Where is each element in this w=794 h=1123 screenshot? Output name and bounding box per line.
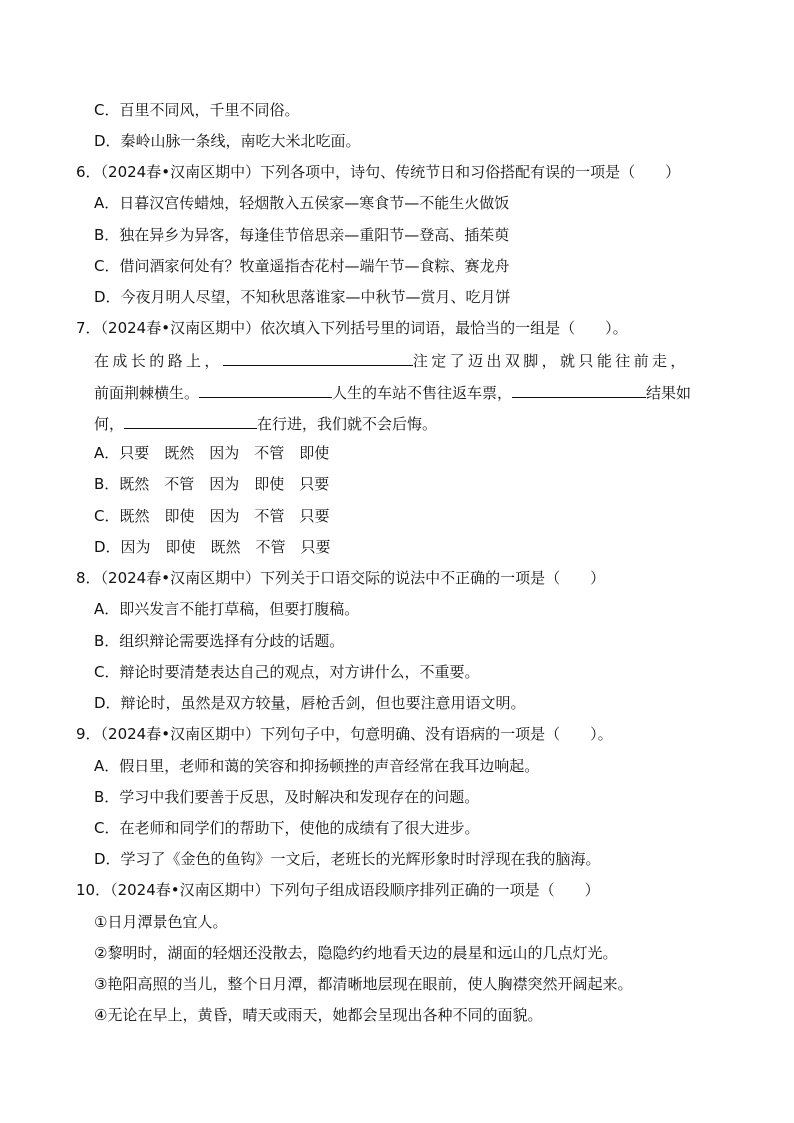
question-8-option-a: A．即兴发言不能打草稿，但要打腹稿。 xyxy=(94,600,360,618)
passage-text: 何， xyxy=(94,415,125,433)
question-7-option-a: A．只要 既然 因为 不管 即使 xyxy=(94,444,330,462)
question-6-option-a: A．日暮汉宫传蜡烛，轻烟散入五侯家—寒食节—不能生火做饭 xyxy=(94,194,510,212)
blank-1 xyxy=(223,349,413,366)
question-7-option-d: D．因为 即使 既然 不管 只要 xyxy=(94,538,331,556)
option-c-prev: C．百里不同风，千里不同俗。 xyxy=(94,101,300,119)
blank-4 xyxy=(124,412,257,429)
question-10-stem: 10．（2024春•汉南区期中）下列句子组成语段顺序排列正确的一项是（ ） xyxy=(76,881,600,899)
question-9-option-a: A．假日里，老师和蔼的笑容和抑扬顿挫的声音经常在我耳边响起。 xyxy=(94,757,540,775)
question-6-stem: 6．（2024春•汉南区期中）下列各项中，诗句、传统节日和习俗搭配有误的一项是（ ） xyxy=(76,163,681,181)
question-7-stem: 7．（2024春•汉南区期中）依次填入下列括号里的词语，最恰当的一组是（ ）。 xyxy=(76,319,628,337)
question-9-option-c: C．在老师和同学们的帮助下，使他的成绩有了很大进步。 xyxy=(94,819,480,837)
question-6-option-c: C．借问酒家何处有？牧童遥指杏花村—端午节—食粽、赛龙舟 xyxy=(94,257,510,275)
question-9-option-d: D．学习了《金色的鱼钩》一文后，老班长的光辉形象时时浮现在我的脑海。 xyxy=(94,850,601,868)
question-10-sentence-3: ③艳阳高照的当儿，整个日月潭，都清晰地层现在眼前，使人胸襟突然开阔起来。 xyxy=(94,975,633,993)
passage-text: 在成长的路上， xyxy=(94,352,223,370)
question-7-passage-line-2 xyxy=(94,381,691,403)
passage-text: 在行进，我们就不会后悔。 xyxy=(257,415,438,433)
question-7-passage-line-3 xyxy=(94,412,437,434)
passage-text: 注定了迈出双脚，就只能往前走， xyxy=(412,352,689,370)
question-7-passage-line-1 xyxy=(94,349,689,371)
question-10-sentence-4: ④无论在早上，黄昏，晴天或雨天，她都会呈现出各种不同的面貌。 xyxy=(94,1006,543,1024)
question-9-option-b: B．学习中我们要善于反思，及时解决和发现存在的问题。 xyxy=(94,788,480,806)
question-7-option-c: C．既然 即使 因为 不管 只要 xyxy=(94,507,330,525)
passage-text: 前面荆棘横生。 xyxy=(94,384,200,402)
question-8-option-b: B．组织辩论需要选择有分歧的话题。 xyxy=(94,632,345,650)
blank-3 xyxy=(512,381,646,398)
question-7-option-b: B．既然 不管 因为 即使 只要 xyxy=(94,475,330,493)
question-6-option-d: D．今夜月明人尽望，不知秋思落谁家—中秋节—赏月、吃月饼 xyxy=(94,288,511,306)
blank-2 xyxy=(199,381,332,398)
passage-text: 人生的车站不售往返车票， xyxy=(332,384,513,402)
question-6-option-b: B．独在异乡为异客，每逢佳节倍思亲—重阳节—登高、插茱萸 xyxy=(94,226,510,244)
question-10-sentence-1: ①日月潭景色宜人。 xyxy=(94,913,228,931)
question-8-option-c: C．辩论时要清楚表达自己的观点，对方讲什么，不重要。 xyxy=(94,663,480,681)
question-9-stem: 9．（2024春•汉南区期中）下列句子中，句意明确、没有语病的一项是（ ）。 xyxy=(76,725,613,743)
question-8-option-d: D．辩论时，虽然是双方较量，唇枪舌剑，但也要注意用语文明。 xyxy=(94,694,526,712)
passage-text: 结果如 xyxy=(646,384,692,402)
option-d-prev: D．秦岭山脉一条线，南吃大米北吃面。 xyxy=(94,132,361,150)
question-8-stem: 8．（2024春•汉南区期中）下列关于口语交际的说法中不正确的一项是（ ） xyxy=(76,569,606,587)
question-10-sentence-2: ②黎明时，湖面的轻烟还没散去，隐隐约约地看天边的晨星和远山的几点灯光。 xyxy=(94,944,618,962)
